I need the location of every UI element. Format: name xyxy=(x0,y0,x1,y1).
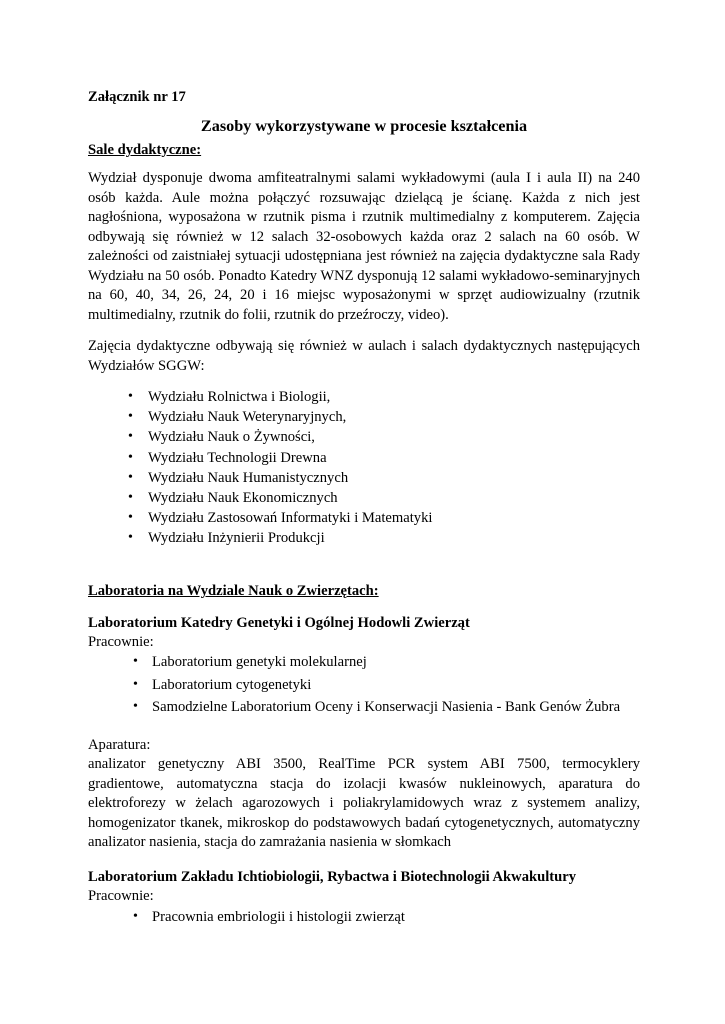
list-item: • Wydziału Rolnictwa i Biologii, xyxy=(126,387,432,407)
list-item: • Wydziału Nauk Weterynaryjnych, xyxy=(126,407,432,427)
list-item: • Laboratorium cytogenetyki xyxy=(131,674,620,697)
lab2-workshops-label: Pracownie: xyxy=(88,888,154,904)
section-heading-halls: Sale dydaktyczne: xyxy=(88,142,202,158)
list-item: • Pracownia embriologii i histologii zwierząt xyxy=(131,906,405,929)
list-item: • Wydziału Inżynierii Produkcji xyxy=(126,528,432,548)
faculty-list xyxy=(126,387,432,549)
halls-paragraph-2: Zajęcia dydaktyczne odbywają się również w aulach i salach dydaktycznych następujących Wydziałów SGGW: xyxy=(88,338,640,374)
list-item: • Wydziału Zastosowań Informatyki i Matematyki xyxy=(126,508,432,528)
document-title: Zasoby wykorzystywane w procesie kształcenia xyxy=(200,117,528,135)
list-item: • Laboratorium genetyki molekularnej xyxy=(131,651,620,674)
annex-label: Załącznik nr 17 xyxy=(88,89,186,105)
list-item: • Wydziału Technologii Drewna xyxy=(126,448,432,468)
lab1-equipment-label: Aparatura: xyxy=(88,737,151,753)
list-item: • Samodzielne Laboratorium Oceny i Konserwacji Nasienia - Bank Genów Żubra xyxy=(131,696,620,719)
lab1-workshops-label: Pracownie: xyxy=(88,634,154,650)
list-item: • Wydziału Nauk o Żywności, xyxy=(126,427,432,447)
section-heading-labs: Laboratoria na Wydziale Nauk o Zwierzętach: xyxy=(88,583,379,599)
list-item: • Wydziału Nauk Ekonomicznych xyxy=(126,488,432,508)
lab1-equipment-text: analizator genetyczny ABI 3500, RealTime PCR system ABI 7500, termocyklery gradientowe, automatyczna stacja do izolacji kwasów nukleinowych, aparatura do elektroforezy w żelach agarozowych i poliakrylamidowych wraz z systemem analizy, homogenizator tkanek, mikroskop do podstawowych badań cytogenetycznych, automatyczny analizator nasienia, stacja do zamrażania nasienia w słomkach xyxy=(88,756,640,851)
halls-paragraph-1: Wydział dysponuje dwoma amfiteatralnymi salami wykładowymi (aula I i aula II) na 240 osób każda. Aule można połączyć rozsuwając dzielącą je ścianę. Każda z nich jest nagłośniona, wyposażona w rzutnik pisma i rzutnik multimedialny z komputerem. Zajęcia odbywają się również w 12 salach 32-osobowych każda oraz 2 salach na 60 osób. W zależności od zaistniałej sytuacji udostępniana jest również na zajęcia dydaktyczne sala Rady Wydziału na 50 osób. Ponadto Katedry WNZ dysponują 12 salami wykładowo-seminaryjnych na 60, 40, 34, 26, 24, 20 i 16 miejsc wyposażonymi w sprzęt audiowizualny (rzutnik multimedialny, rzutnik do folii, rzutnik do przeźroczy, video). xyxy=(88,170,640,323)
lab1-workshops-list xyxy=(131,651,620,719)
lab2-workshops-list xyxy=(131,906,405,929)
lab1-name: Laboratorium Katedry Genetyki i Ogólnej Hodowli Zwierząt xyxy=(88,615,470,631)
list-item: • Wydziału Nauk Humanistycznych xyxy=(126,468,432,488)
lab2-name: Laboratorium Zakładu Ichtiobiologii, Rybactwa i Biotechnologii Akwakultury xyxy=(88,869,577,885)
